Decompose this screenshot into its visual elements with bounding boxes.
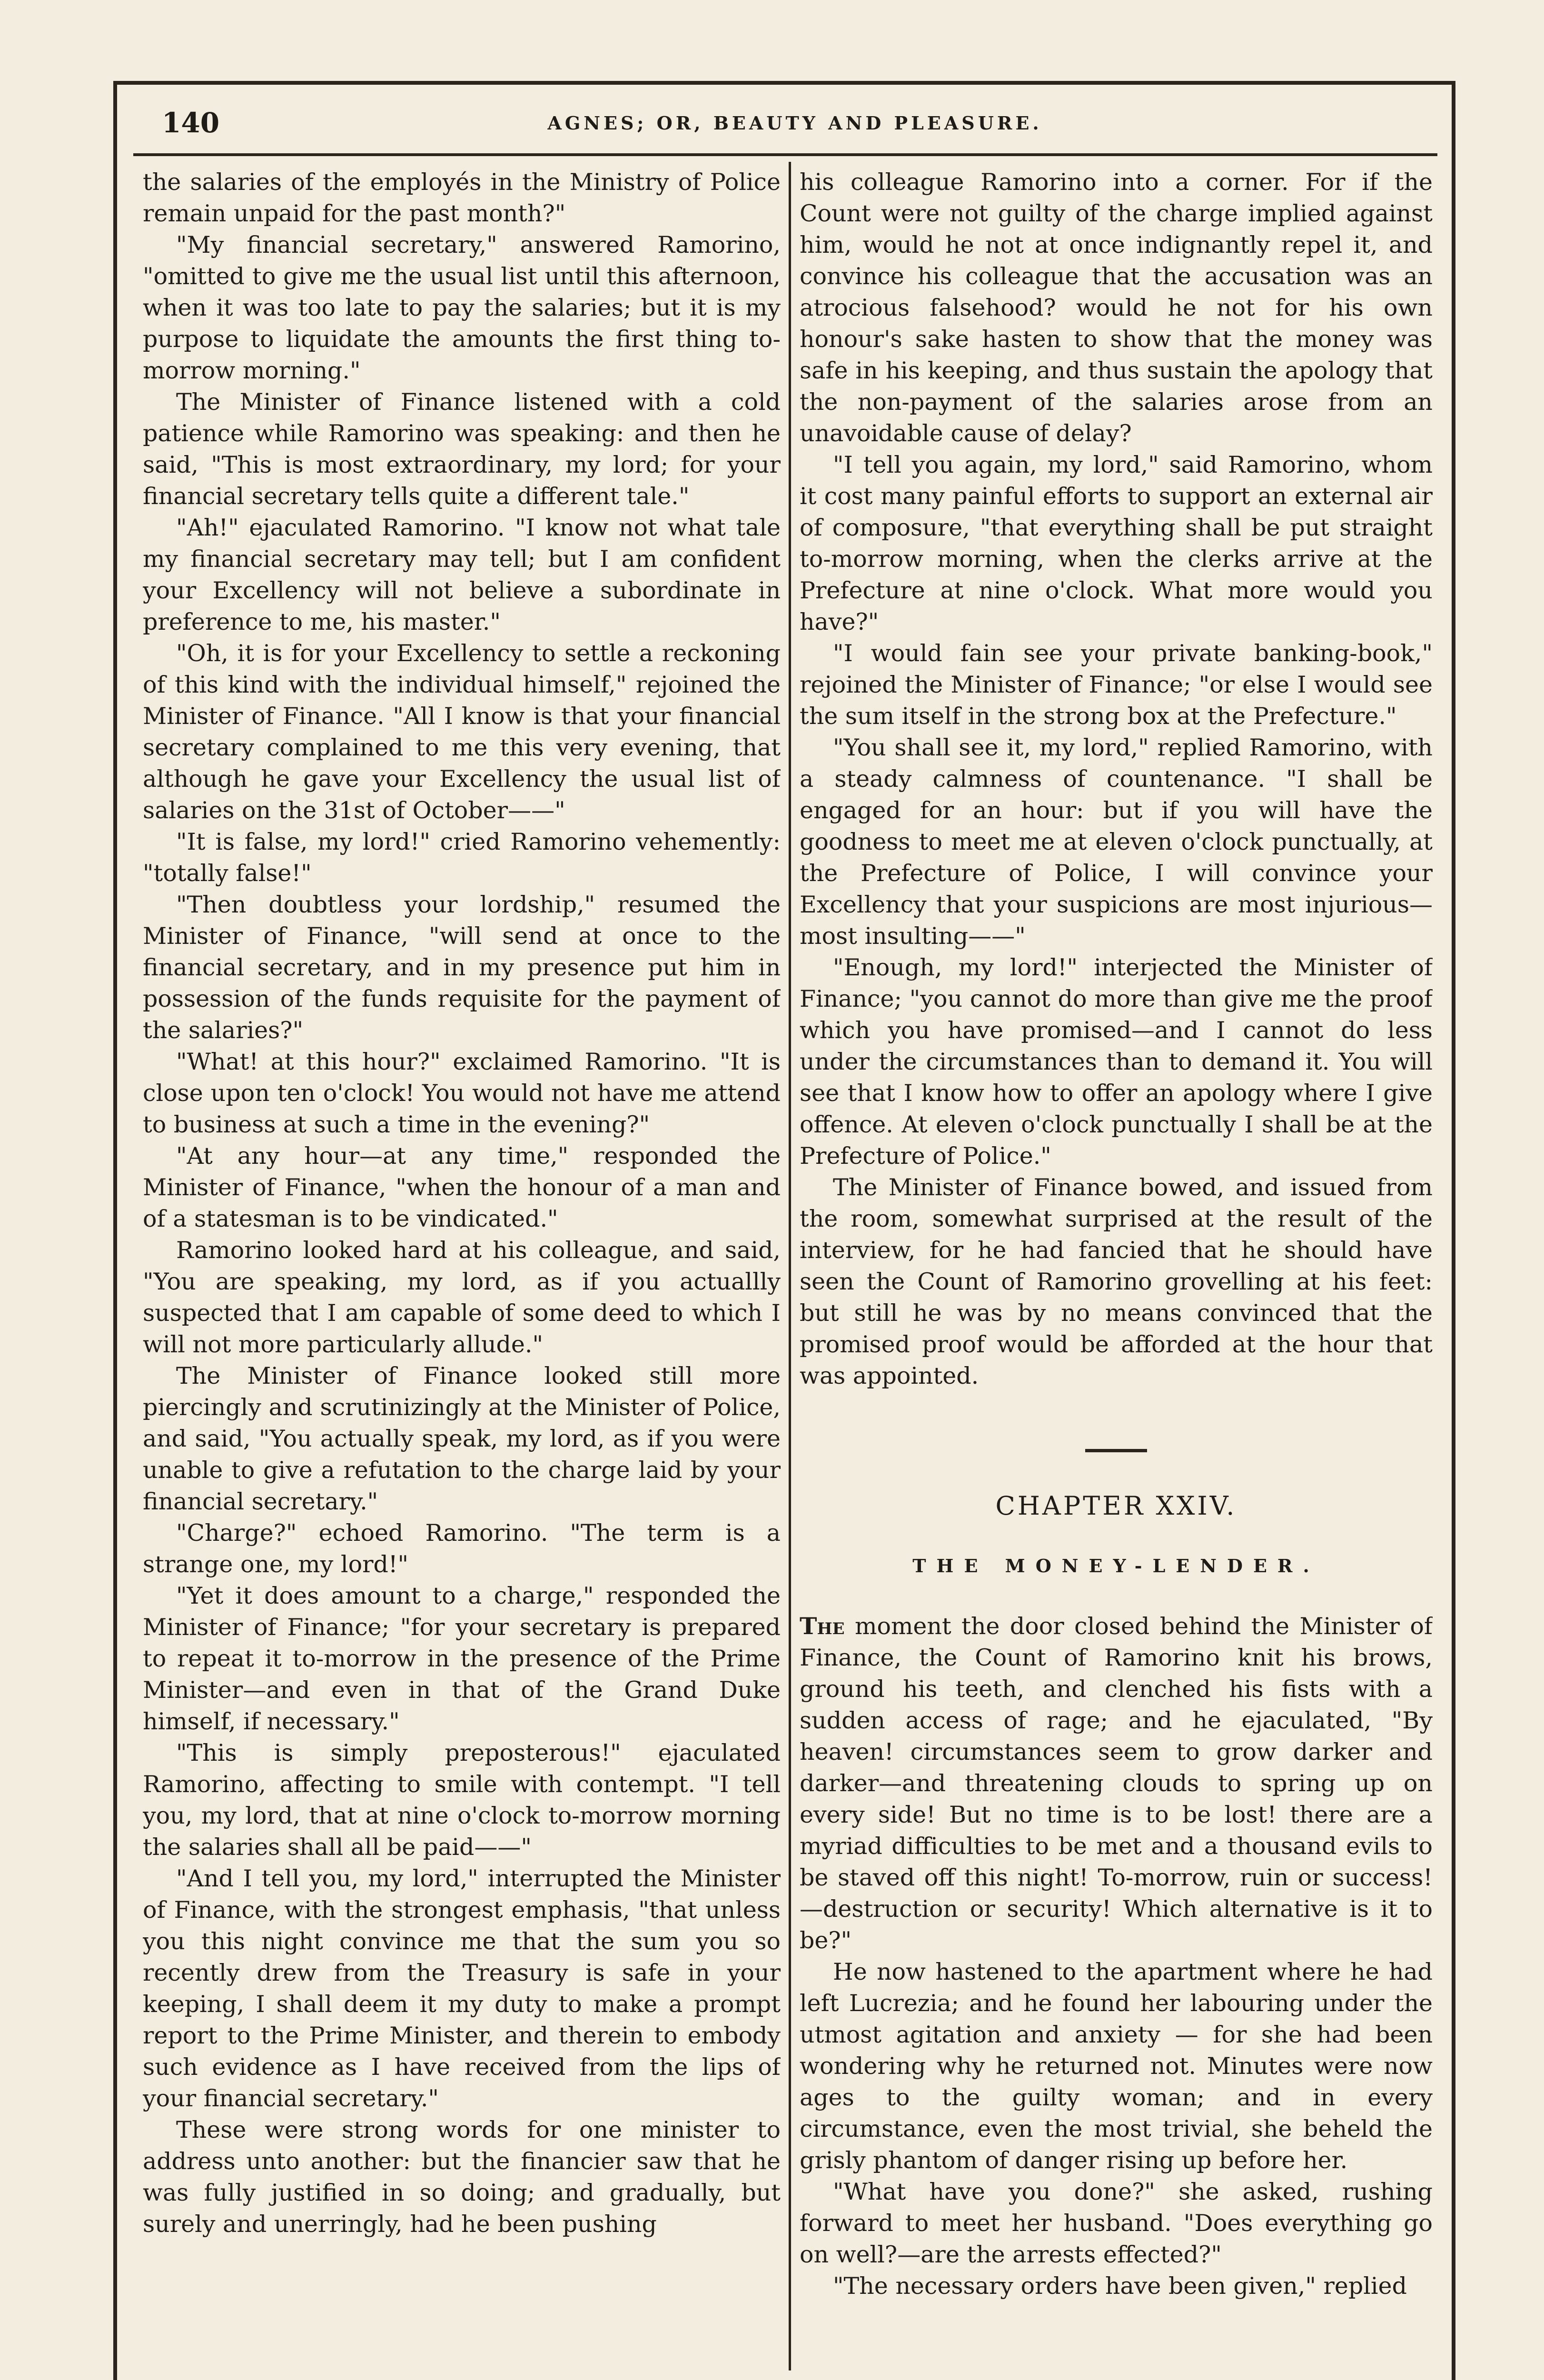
paragraph: "I tell you again, my lord," said Ramorino, whom it cost many painful efforts to support an external air of composure, "that everything shall be put straight to-morrow morning, when the clerks arrive at the Prefecture at nine o'clock. What more would you have?"	[800, 451, 1433, 635]
paragraph: The Minister of Finance bowed, and issued from the room, somewhat surprised at the result of the interview, for he had fancied that he should have seen the Count of Ramorino grovelling at his feet: but still he was by no means convinced that the promised proof would be afforded at the hour that was appointed.	[800, 1174, 1433, 1389]
paragraph: "It is false, my lord!" cried Ramorino vehemently: "totally false!"	[143, 828, 781, 887]
paragraph: "Ah!" ejaculated Ramorino. "I know not what tale my financial secretary may tell; but I am confident your Excellency will not believe a subordinate in preference to me, his master."	[143, 514, 781, 635]
paragraph: "I would fain see your private banking-book," rejoined the Minister of Finance; "or else I would see the sum itself in the strong box at the Prefecture."	[800, 640, 1433, 730]
paragraph: "What have you done?" she asked, rushing forward to meet her husband. "Does everything go on well?—are the arrests effected?"	[800, 2178, 1433, 2268]
paragraph: "And I tell you, my lord," interrupted the Minister of Finance, with the strongest emphasis, "that unless you this night convince me that the sum you so recently drew from the Treasury is safe in your keeping, I shall deem it my duty to make a prompt report to the Prime Minister, and therein to embody such evidence as I have received from the lips of your financial secretary."	[143, 1865, 781, 2112]
right-column	[800, 167, 1433, 2347]
paragraph: "This is simply preposterous!" ejaculated Ramorino, affecting to smile with contempt. "I tell you, my lord, that at nine o'clock to-morrow morning the salaries shall all be paid——"	[143, 1739, 781, 1861]
chapter-subtitle: THE MONEY-LENDER.	[912, 1555, 1320, 1577]
paragraph: He now hastened to the apartment where he had left Lucrezia; and he found her labouring under the utmost agitation and anxiety — for she had been wondering why he returned not. Minutes were now ages to the guilty woman; and in every circumstance, even the most trivial, she beheld the grisly phantom of danger rising up before her.	[800, 1958, 1433, 2174]
column-divider	[789, 162, 791, 2370]
paragraph: Ramorino looked hard at his colleague, and said, "You are speaking, my lord, as if you actuallly suspected that I am capable of some deed to which I will not more particularly allude."	[143, 1237, 781, 1358]
paragraph: "Charge?" echoed Ramorino. "The term is a strange one, my lord!"	[143, 1519, 781, 1578]
section-rule	[1085, 1449, 1147, 1452]
paragraph: These were strong words for one minister to address unto another: but the financier saw that he was fully justified in so doing; and gradually, but surely and unerringly, had he been pushing	[143, 2116, 781, 2238]
page-number: 140	[162, 107, 220, 139]
page-header	[152, 104, 1437, 156]
paragraph: "You shall see it, my lord," replied Ramorino, with a steady calmness of countenance. "I shall be engaged for an hour: but if you will have the goodness to meet me at eleven o'clock punctually, at the Prefecture of Police, I will convince your Excellency that your suspicions are most injurious—most insulting——"	[800, 734, 1433, 950]
paragraph: "At any hour—at any time," responded the Minister of Finance, "when the honour of a man and of a statesman is to be vindicated."	[143, 1142, 781, 1232]
opening-word: The	[800, 1612, 845, 1640]
paragraph: The Minister of Finance looked still more piercingly and scrutinizingly at the Minister of Police, and said, "You actually speak, my lord, as if you were unable to give a refutation to the charge laid by your financial secretary."	[143, 1362, 781, 1515]
paragraph: "The necessary orders have been given," replied	[833, 2272, 1407, 2300]
running-head: AGNES; OR, BEAUTY AND PLEASURE.	[547, 112, 1042, 134]
paragraph: "Oh, it is for your Excellency to settle a reckoning of this kind with the individual himself," rejoined the Minister of Finance. "All I know is that your financial secretary complained to me this very evening, that although he gave your Excellency the usual list of salaries on the 31st of October——"	[143, 640, 781, 824]
paragraph: "Enough, my lord!" interjected the Minister of Finance; "you cannot do more than give me the proof which you have promised—and I cannot do less under the circumstances than to demand it. You will see that I know how to offer an apology where I give offence. At eleven o'clock punctually I shall be at the Prefecture of Police."	[800, 954, 1433, 1170]
paragraph: "Then doubtless your lordship," resumed the Minister of Finance, "will send at once to the financial secretary, and in my presence put him in possession of the funds requisite for the payment of the salaries?"	[143, 891, 781, 1044]
header-rule	[133, 153, 1437, 156]
paragraph: his colleague Ramorino into a corner. For if the Count were not guilty of the charge implied against him, would he not at once indignantly repel it, and convince his colleague that the accusation was an atrocious falsehood? would he not for his own honour's sake hasten to show that the money was safe in his keeping, and thus sustain the apology that the non-payment of the salaries arose from an unavoidable cause of delay?	[800, 169, 1433, 447]
chapter-title: CHAPTER XXIV.	[995, 1491, 1237, 1521]
paragraph: "What! at this hour?" exclaimed Ramorino. "It is close upon ten o'clock! You would not have me attend to business at such a time in the evening?"	[143, 1048, 781, 1138]
paragraph: "My financial secretary," answered Ramorino, "omitted to give me the usual list until this afternoon, when it was too late to pay the salaries; but it is my purpose to liquidate the amounts the first thing to-morrow morning."	[143, 231, 781, 384]
chapter-opening-paragraph	[800, 1610, 1433, 1956]
opening-text: moment the door closed behind the Minister of Finance, the Count of Ramorino knit his brows, ground his teeth, and clenched his fists with a sudden access of rage; and he ejaculated, "By heaven! circumstances seem to grow darker and darker—and threatening clouds to spring up on every side! But no time is to be lost! there are a myriad difficulties to be met and a thousand evils to be staved off this night! To-morrow, ruin or success!—destruction or security! Which alternative is it to be?"	[800, 1613, 1433, 1954]
left-column	[143, 167, 781, 2347]
paragraph: the salaries of the employés in the Ministry of Police remain unpaid for the past month?"	[143, 169, 781, 227]
paragraph: "Yet it does amount to a charge," responded the Minister of Finance; "for your secretary is prepared to repeat it to-morrow in the presence of the Prime Minister—and even in that of the Grand Duke himself, if necessary."	[143, 1582, 781, 1735]
paragraph: The Minister of Finance listened with a cold patience while Ramorino was speaking: and then he said, "This is most extraordinary, my lord; for your financial secretary tells quite a different tale."	[143, 388, 781, 510]
